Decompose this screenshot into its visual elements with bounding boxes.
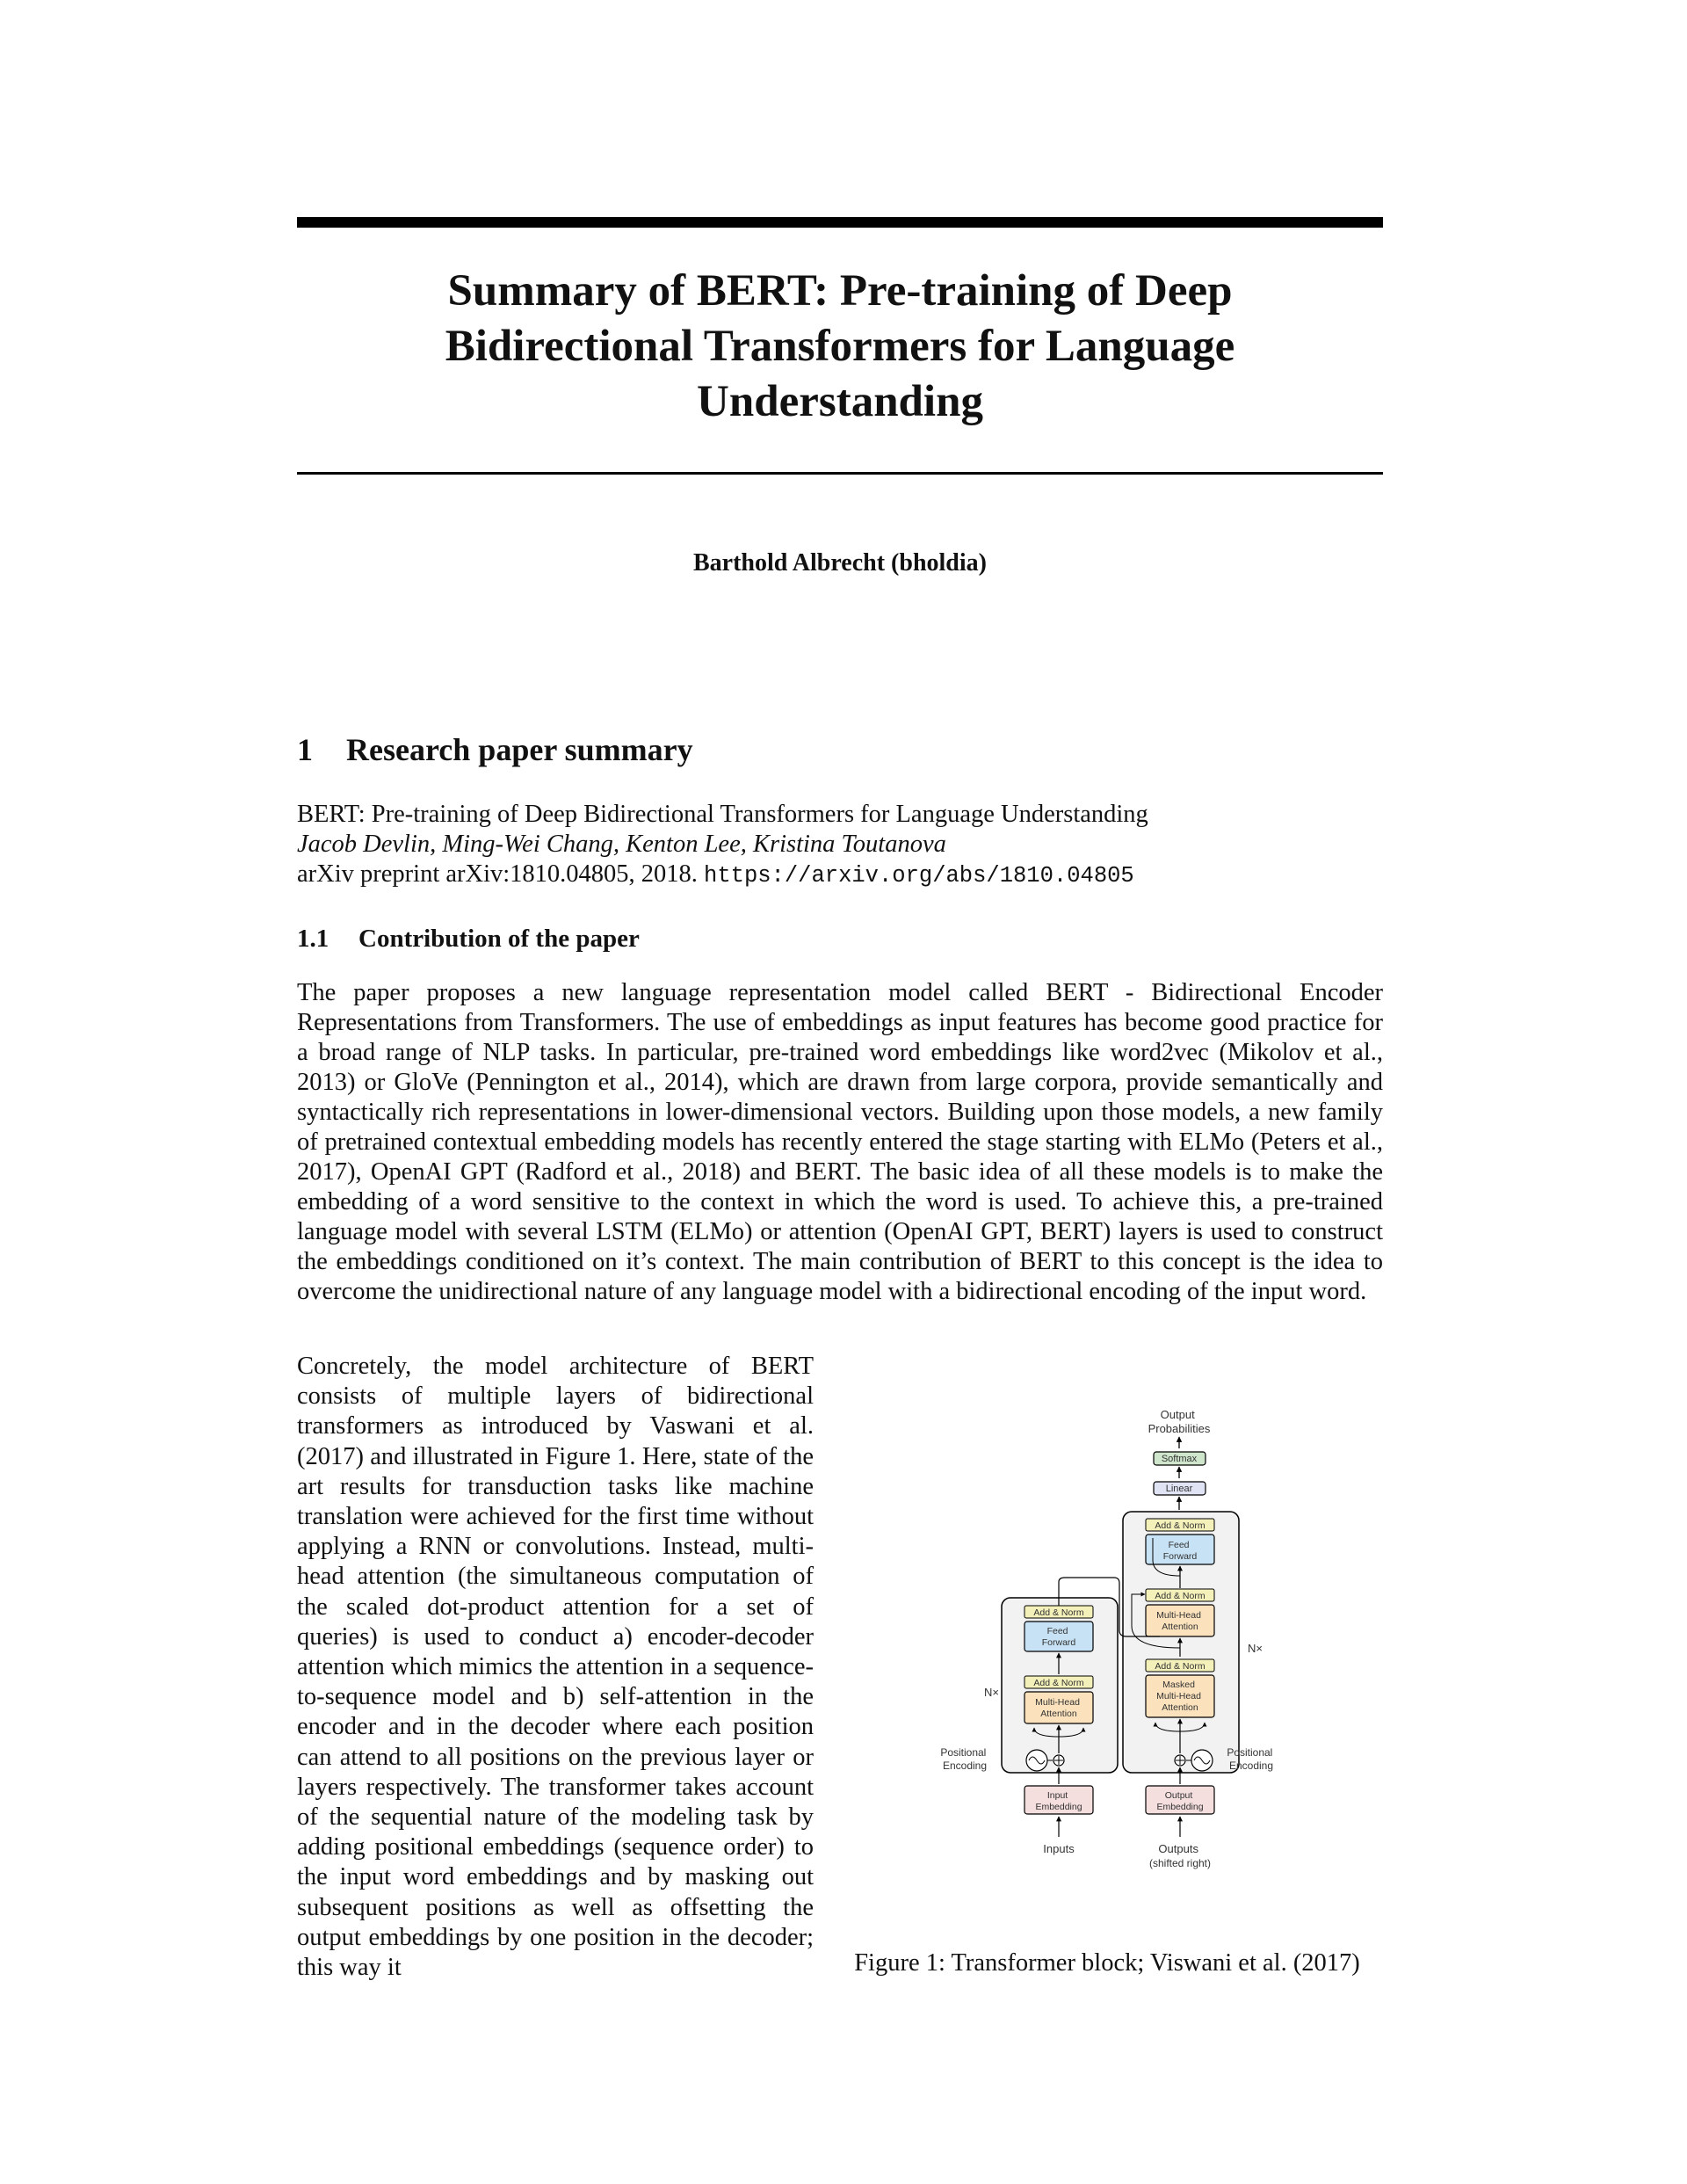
transformer-diagram bbox=[931, 1406, 1300, 1912]
decoder-positional-encoding-label: Positional Encoding bbox=[1227, 1746, 1274, 1772]
encoder-nx-label: N× bbox=[984, 1686, 999, 1699]
reference-title: BERT: Pre-training of Deep Bidirectional Transformers for Language Understanding bbox=[297, 801, 1148, 828]
section-heading bbox=[297, 731, 693, 768]
svg-text:Output Embedding: Output Embedding bbox=[1156, 1790, 1204, 1812]
reference-venue: arXiv preprint arXiv:1810.04805, 2018. bbox=[297, 860, 698, 888]
svg-text:Softmax: Softmax bbox=[1161, 1454, 1198, 1464]
paragraph-architecture bbox=[297, 1352, 814, 1983]
figure-caption: Figure 1: Transformer block; Viswani et al. (2017) bbox=[854, 1949, 1360, 1977]
svg-text:Add & Norm: Add & Norm bbox=[1155, 1591, 1206, 1601]
reference-authors: Jacob Devlin, Ming-Wei Chang, Kenton Lee, Kristina Toutanova bbox=[297, 831, 946, 858]
title-bottom-rule bbox=[297, 472, 1383, 475]
reference-block bbox=[297, 800, 1387, 891]
paragraph-contribution: The paper proposes a new language representation model called BERT - Bidirectional Encoder Representations from Transformers. The use of embeddings as input features has become good practice for a broad range of NLP tasks. In particular, pre-trained word embeddings like word2vec (Mikolov et al., 2013) or GloVe (Pennington et al., 2014), which are drawn from large corpora, provide semantically and syntactically rich representations in lower-dimensional vectors. Building upon those models, a new family of pretrained contextual embedding models has recently entered the stage starting with ELMo (Peters et al., 2017), OpenAI GPT (Radford et al., 2018) and BERT. The basic idea of all these models is to make the embedding of a word sensitive to the context in which the word is used. To achieve this, a pre-trained language model with several LSTM (ELMo) or attention (OpenAI GPT, BERT) layers is used to construct the embeddings conditioned on it’s context. The main contribution of BERT to this concept is the idea to overcome the unidirectional nature of any language model with a bidirectional encoding of the input word. bbox=[297, 979, 1383, 1305]
inputs-label: Inputs bbox=[1043, 1842, 1075, 1855]
svg-text:Input Embedding: Input Embedding bbox=[1035, 1790, 1082, 1812]
subsection-title: Contribution of the paper bbox=[358, 925, 640, 953]
svg-text:Multi-Head Attention: Multi-Head Attention bbox=[1156, 1610, 1201, 1632]
encoder-positional-encoding-label: Positional Encoding bbox=[940, 1746, 988, 1772]
title-line-3: Understanding bbox=[697, 377, 983, 426]
decoder-nx-label: N× bbox=[1248, 1642, 1263, 1655]
reference-venue-line bbox=[297, 860, 1387, 891]
svg-text:Multi-Head Attention: Multi-Head Attention bbox=[1035, 1697, 1080, 1719]
svg-text:Linear: Linear bbox=[1165, 1484, 1193, 1494]
svg-text:Add & Norm: Add & Norm bbox=[1155, 1520, 1206, 1531]
section-number: 1 bbox=[297, 732, 313, 767]
svg-text:Add & Norm: Add & Norm bbox=[1033, 1607, 1084, 1618]
svg-text:Add & Norm: Add & Norm bbox=[1155, 1661, 1206, 1672]
subsection-heading bbox=[297, 925, 640, 954]
section-title: Research paper summary bbox=[346, 732, 693, 767]
svg-text:Feed Forward: Feed Forward bbox=[1041, 1626, 1076, 1648]
reference-url[interactable]: https://arxiv.org/abs/1810.04805 bbox=[704, 863, 1134, 889]
subsection-number: 1.1 bbox=[297, 925, 329, 953]
svg-text:Masked Multi-Head Atte: Masked Multi-Head Attention bbox=[1156, 1680, 1201, 1713]
top-rule bbox=[297, 217, 1383, 228]
paper-title bbox=[297, 264, 1383, 430]
outputs-label: Outputs (shifted right) bbox=[1148, 1842, 1212, 1869]
author: Barthold Albrecht (bholdia) bbox=[693, 549, 987, 577]
output-probabilities-label: Output Probabilities bbox=[1148, 1408, 1211, 1435]
svg-text:Add & Norm: Add & Norm bbox=[1033, 1678, 1084, 1688]
title-line-1: Summary of BERT: Pre-training of Deep bbox=[447, 266, 1233, 316]
paragraph-architecture-text: Concretely, the model architecture of BERT consists of multiple layers of bidirectional transformers as introduced by Vaswani et al. (2017) and illustrated in Figure 1. Here, state of the art results for transduction tasks like machine translation were achieved for the first time without applying a RNN or convolutions. Instead, multi-head attention (the simultaneous computation of the scaled dot-product attention for a set of queries) is used to conduct a) encoder-decoder attention which mimics the attention in a sequence-to-sequence model and b) self-attention in the encoder and in the decoder where each position can attend to all positions on the previous layer or layers respectively. The transformer takes account of the sequential nature of the modeling task by adding positional embeddings (sequence order) to the input word embeddings and by masking out subsequent positions as well as offsetting the output embeddings by one position in the decoder; this way it bbox=[297, 1353, 814, 1982]
svg-text:Feed Forward: Feed Forward bbox=[1162, 1540, 1198, 1562]
title-line-2: Bidirectional Transformers for Language bbox=[445, 322, 1235, 371]
